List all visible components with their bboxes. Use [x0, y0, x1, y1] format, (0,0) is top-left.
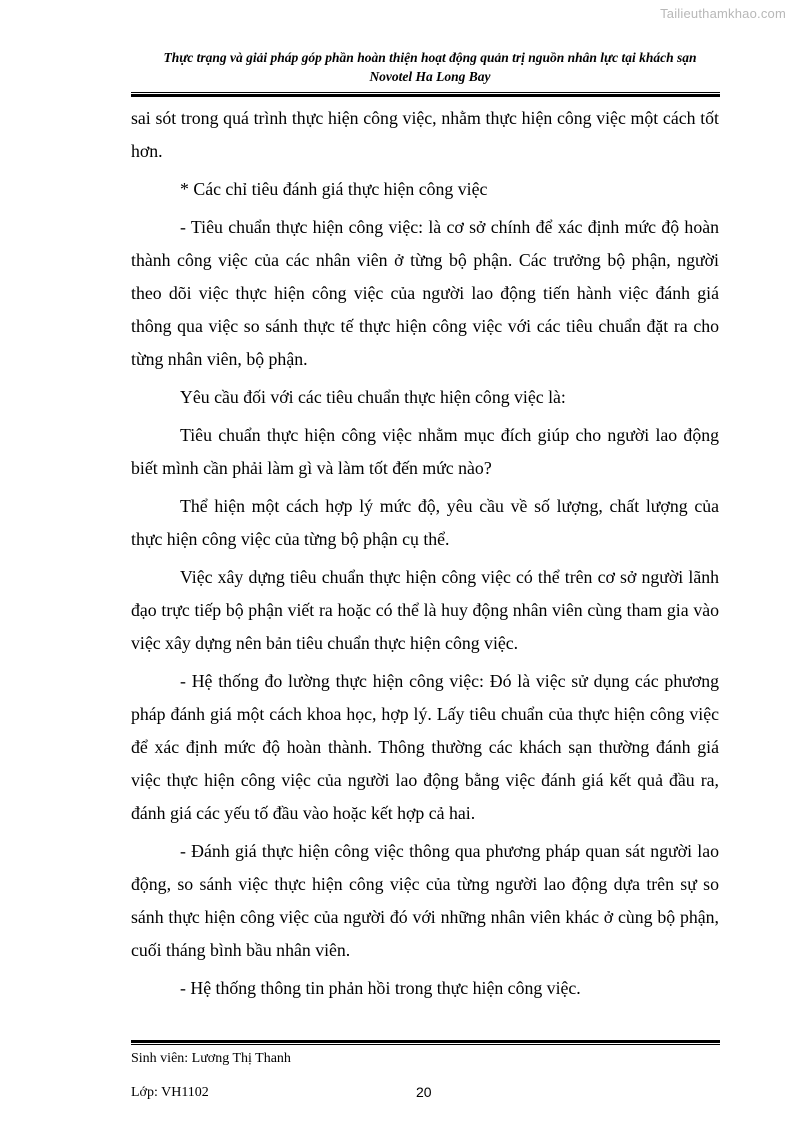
- paragraph-7: Việc xây dựng tiêu chuẩn thực hiện công việc có thể trên cơ sở người lãnh đạo trực tiếp bộ phận viết ra hoặc có thể là huy động nhân viên cùng tham gia vào việc xây dựng nên bản tiêu chuẩn thực hiện công việc.: [131, 567, 719, 653]
- footer-class: Lớp: VH1102: [131, 1085, 209, 1100]
- paragraph-1: sai sót trong quá trình thực hiện công việc, nhằm thực hiện công việc một cách tốt hơn.: [131, 108, 719, 161]
- paragraph-3: - Tiêu chuẩn thực hiện công việc: là cơ sở chính để xác định mức độ hoàn thành công việc của các nhân viên ở từng bộ phận. Các trưởng bộ phận, người theo dõi việc thực hiện công việc của người lao động tiến hành việc đánh giá thông qua việc so sánh thực tế thực hiện công việc với các tiêu chuẩn đặt ra cho từng nhân viên, bộ phận.: [131, 217, 719, 369]
- paragraph-10: - Hệ thống thông tin phản hồi trong thực hiện công việc.: [180, 978, 581, 998]
- header-title-line-2: Novotel Ha Long Bay: [369, 69, 491, 84]
- footer-divider: [131, 1040, 720, 1045]
- paragraph-2: * Các chỉ tiêu đánh giá thực hiện công việc: [180, 179, 488, 199]
- paragraph-6: Thể hiện một cách hợp lý mức độ, yêu cầu về số lượng, chất lượng của thực hiện công việc của từng bộ phận cụ thể.: [131, 496, 719, 549]
- running-header: [120, 48, 740, 86]
- header-divider: [131, 92, 720, 97]
- header-title-line-1: Thực trạng và giải pháp góp phần hoàn thiện hoạt động quản trị nguồn nhân lực tại khách sạn: [163, 50, 697, 65]
- paragraph-8: - Hệ thống đo lường thực hiện công việc: Đó là việc sử dụng các phương pháp đánh giá một cách khoa học, hợp lý. Lấy tiêu chuẩn của thực hiện công việc để xác định mức độ hoàn thành. Thông thường các khách sạn thường đánh giá việc thực hiện công việc của người lao động bằng việc đánh giá kết quả đầu ra, đánh giá các yếu tố đầu vào hoặc kết hợp cả hai.: [131, 671, 719, 823]
- paragraph-5: Tiêu chuẩn thực hiện công việc nhằm mục đích giúp cho người lao động biết mình cần phải làm gì và làm tốt đến mức nào?: [131, 425, 719, 478]
- paragraph-4: Yêu cầu đối với các tiêu chuẩn thực hiện công việc là:: [180, 387, 566, 407]
- page-number: 20: [416, 1084, 432, 1100]
- watermark-text: Tailieuthamkhao.com: [660, 6, 786, 21]
- footer-student-name: Sinh viên: Lương Thị Thanh: [131, 1051, 291, 1066]
- paragraph-9: - Đánh giá thực hiện công việc thông qua phương pháp quan sát người lao động, so sánh việc thực hiện công việc của từng người lao động dựa trên sự so sánh thực hiện công việc của người đó với những nhân viên khác ở cùng bộ phận, cuối tháng bình bầu nhân viên.: [131, 841, 719, 960]
- page-body: [131, 102, 719, 1005]
